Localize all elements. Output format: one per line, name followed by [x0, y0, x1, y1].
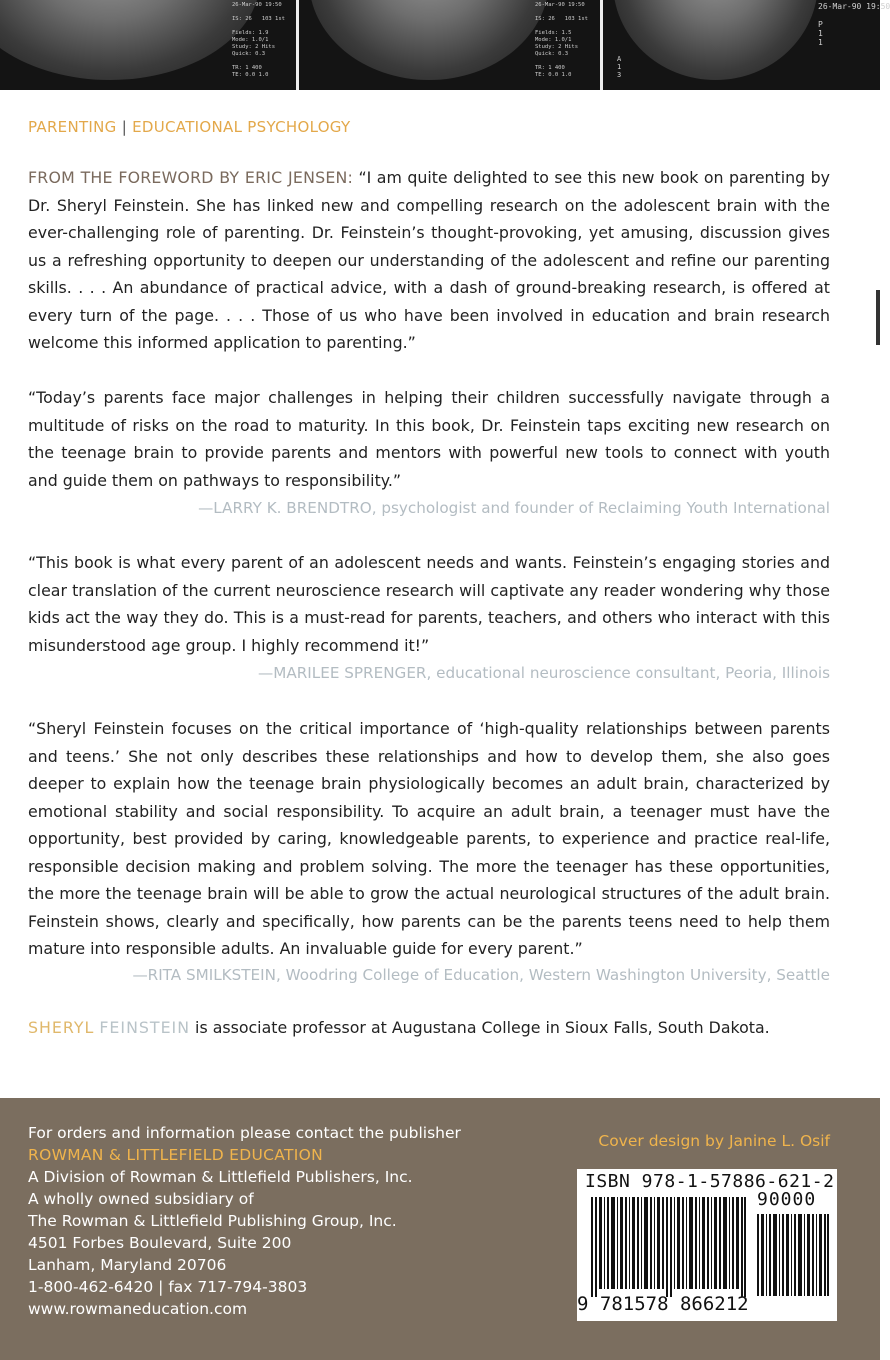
- author-last-name: FEINSTEIN: [99, 1018, 191, 1037]
- category-line: [28, 118, 350, 136]
- brain-scan-image: [309, 0, 549, 80]
- foreword-text: “I am quite delighted to see this new book on parenting by Dr. Sheryl Feinstein. She has linked new and compelling research on the adolescent brain with the ever-challenging role of parenting. Dr. Feinstein’s thought-provoking, yet amusing, discussion gives us a refreshing opportunity to deepen our understanding of the adolescent and refine our parenting skills. . . . An abundance of practical advice, with a dash of ground-breaking research, is offered at every turn of the page. . . . Those of us who have been involved in education and brain research welcome this informed application to parenting.”: [28, 168, 830, 352]
- publisher-website[interactable]: www.rowmaneducation.com: [28, 1300, 248, 1318]
- category-educational-psychology: EDUCATIONAL PSYCHOLOGY: [132, 118, 351, 136]
- endorsement-quote: “Sheryl Feinstein focuses on the critical importance of ‘high-quality relationships between parents and teens.’ She not only describes these relationships and how to develop them, she also goes deeper to explain how the teenage brain physiologically becomes an adult brain, characterized by emotional stability and social responsibility. To acquire an adult brain, a teenager must have the opportunity, best provided by caring, knowledgeable parents, to experience and practice real-life, responsible decision making and problem solving. The more the teenager has these opportunities, the more the teenage brain will be able to grow the actual neurological structures of the adult brain. Feinstein shows, clearly and specifically, how parents can be the parents teens need to help them mature into responsible adults. An invaluable guide for every parent.”: [28, 719, 830, 958]
- publisher-subsidiary: A wholly owned subsidiary of: [28, 1190, 254, 1208]
- mri-panel-2: [299, 0, 600, 90]
- endorsement-attribution: —MARILEE SPRENGER, educational neuroscience consultant, Peoria, Illinois: [258, 664, 830, 682]
- brain-scan-image: [613, 0, 818, 80]
- mri-scan-strip: [0, 0, 890, 90]
- publisher-street: 4501 Forbes Boulevard, Suite 200: [28, 1234, 292, 1252]
- scan-label: 26-Mar-90 19:50 IS: 26 103 1st Fields: 1.9 Mode: 1.0/1 Study: 2 Hits Quick: 0.3 TR: 1 400 TE: 0.0 1.0: [232, 2, 285, 78]
- barcode-addon-bars-icon: [757, 1214, 829, 1296]
- isbn-label: ISBN 978-1-57886-621-2: [585, 1171, 835, 1192]
- publisher-intro: For orders and information please contact the publisher: [28, 1124, 461, 1142]
- publisher-group: The Rowman & Littlefield Publishing Group, Inc.: [28, 1212, 397, 1230]
- category-parenting: PARENTING: [28, 118, 117, 136]
- publisher-info: [28, 1122, 461, 1320]
- barcode-addon-digits: 90000: [757, 1189, 817, 1210]
- barcode-ean-digits: 9 781578 866212: [577, 1293, 749, 1315]
- barcode: [577, 1169, 837, 1321]
- scan-label: 26-Mar-90 19:50 IS: 26 103 1st Fields: 1.5 Mode: 1.0/1 Study: 2 Hits Quick: 0.3 TR: 1 400 TE: 0.0 1.0: [535, 2, 588, 78]
- publisher-phone: 1-800-462-6420 | fax 717-794-3803: [28, 1278, 308, 1296]
- endorsement-attribution: —LARRY K. BRENDTRO, psychologist and founder of Reclaiming Youth International: [198, 499, 830, 517]
- author-bio-text: is associate professor at Augustana College in Sioux Falls, South Dakota.: [190, 1018, 770, 1037]
- brain-scan-image: [0, 0, 260, 80]
- endorsement-quote: “Today’s parents face major challenges in helping their children successfully navigate through a multitude of risks on the road to maturity. In this book, Dr. Feinstein taps exciting new research on the teenage brain to provide parents and mentors with powerful new tools to connect with youth and guide them on pathways to responsibility.”: [28, 388, 830, 490]
- cover-design-credit: Cover design by Janine L. Osif: [598, 1132, 830, 1150]
- scan-label: 26-Mar-90 19:50 P 1 1: [818, 2, 890, 47]
- edge-mark: [876, 290, 880, 345]
- scan-side-label: A 1 3: [617, 55, 622, 79]
- publisher-name: ROWMAN & LITTLEFIELD EDUCATION: [28, 1146, 324, 1164]
- category-separator: |: [121, 118, 128, 136]
- author-first-name: SHERYL: [28, 1018, 95, 1037]
- endorsement-quote: “This book is what every parent of an adolescent needs and wants. Feinstein’s engaging stories and clear translation of the current neuroscience research will captivate any reader wondering why those kids act the way they do. This is a must-read for parents, teachers, and others who interact with this misunderstood age group. I highly recommend it!”: [28, 553, 830, 655]
- publisher-division: A Division of Rowman & Littlefield Publishers, Inc.: [28, 1168, 413, 1186]
- publisher-city: Lanham, Maryland 20706: [28, 1256, 227, 1274]
- mri-panel-3: [603, 0, 890, 90]
- publisher-footer: [0, 1098, 880, 1360]
- foreword-quote: [28, 164, 830, 357]
- foreword-lead: FROM THE FOREWORD BY ERIC JENSEN:: [28, 168, 354, 187]
- endorsement-attribution: —RITA SMILKSTEIN, Woodring College of Education, Western Washington University, Seattle: [132, 966, 830, 984]
- author-bio: [28, 1018, 770, 1037]
- mri-panel-1: [0, 0, 296, 90]
- barcode-bars-icon: [591, 1197, 746, 1297]
